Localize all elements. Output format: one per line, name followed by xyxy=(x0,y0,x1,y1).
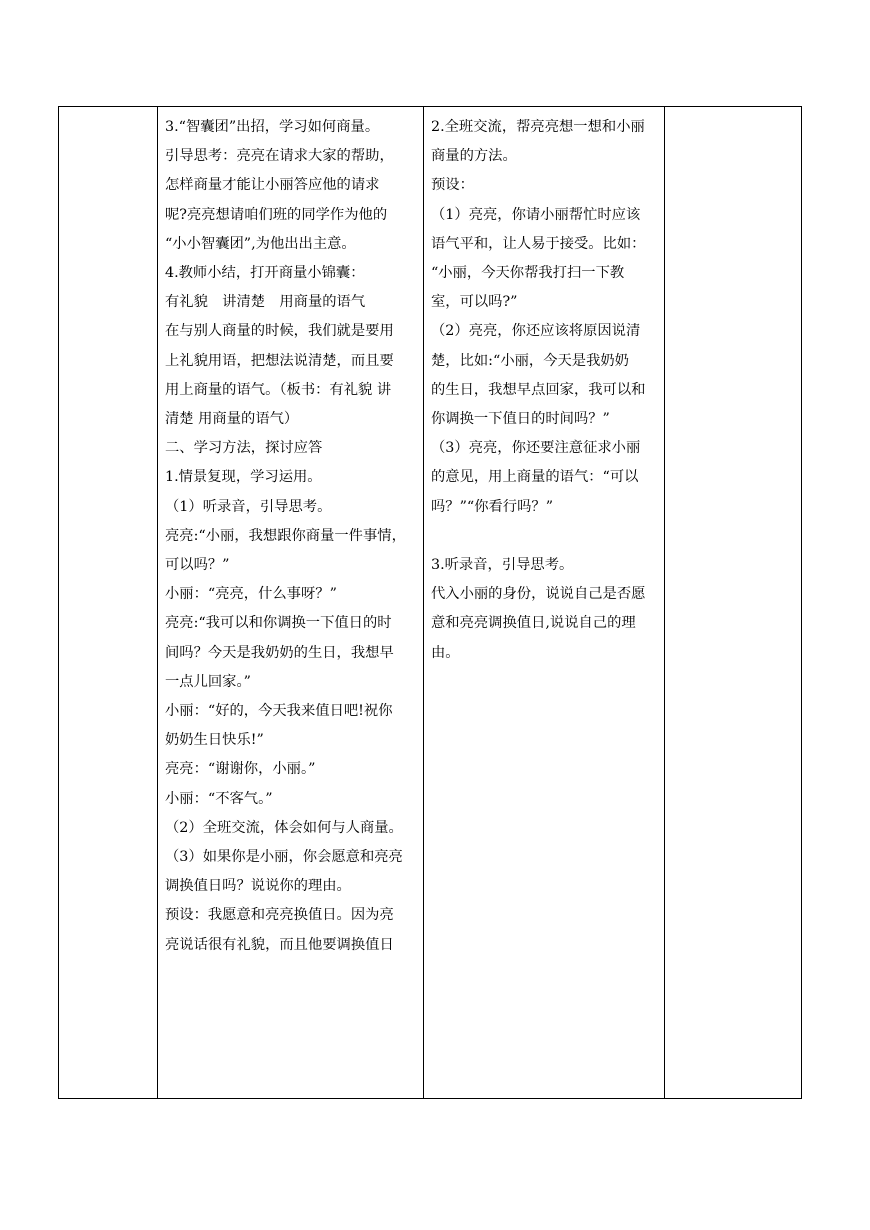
table-cell-teacher-activity xyxy=(158,107,424,1099)
text-line: 亮亮：“谢谢你，小丽。” xyxy=(165,761,316,778)
text-line: 代入小丽的身份，说说自己是否愿 xyxy=(431,586,646,603)
text-line: 间吗？今天是我奶奶的生日，我想早 xyxy=(165,644,394,661)
table-cell-empty-left xyxy=(59,107,158,1099)
table-cell-empty-right xyxy=(665,107,802,1099)
text-line: 小丽：“好的，今天我来值日吧!祝你 xyxy=(165,703,393,720)
text-line: （3）如果你是小丽，你会愿意和亮亮 xyxy=(165,849,403,866)
text-line: 的生日，我想早点回家，我可以和 xyxy=(431,381,646,398)
text-line: 1.情景复现，学习运用。 xyxy=(165,469,322,486)
text-line: 用上商量的语气。（板书：有礼貌 讲 xyxy=(165,381,392,398)
text-line: 亮亮:“我可以和你调换一下值日的时 xyxy=(165,615,392,632)
text-line: 语气平和，让人易于接受。比如： xyxy=(431,235,646,252)
text-line: 亮说话很有礼貌，而且他要调换值日 xyxy=(165,936,394,953)
text-line: 意和亮亮调换值日,说说自己的理 xyxy=(431,615,636,632)
text-line: 4.教师小结，打开商量小锦囊： xyxy=(165,265,365,282)
text-line: 吗？”“你看行吗？” xyxy=(431,498,554,515)
text-line: “小丽，今天你帮我打扫一下教 xyxy=(431,265,625,282)
text-line: 二、学习方法，探讨应答 xyxy=(165,440,323,457)
text-line: 调换值日吗？说说你的理由。 xyxy=(165,878,351,895)
text-line: （2）亮亮，你还应该将原因说清 xyxy=(431,323,641,340)
text-line: 怎样商量才能让小丽答应他的请求 xyxy=(165,177,380,194)
text-line: 呢?亮亮想请咱们班的同学作为他的 xyxy=(165,206,388,223)
text-line: 预设：我愿意和亮亮换值日。因为亮 xyxy=(165,907,394,924)
text-line: 楚，比如:“小丽，今天是我奶奶 xyxy=(431,352,629,369)
text-line: 清楚 用商量的语气） xyxy=(165,411,299,428)
text-line xyxy=(431,522,658,551)
text-line: 2.全班交流，帮亮亮想一想和小丽 xyxy=(431,119,645,135)
cell-content xyxy=(59,107,157,1098)
text-line: （3）亮亮，你还要注意征求小丽 xyxy=(431,440,641,457)
cell-content xyxy=(424,107,664,1098)
text-line: 亮亮:“小丽，我想跟你商量一件事情， xyxy=(165,527,406,544)
text-line: 3.听录音，引导思考。 xyxy=(431,557,574,574)
lesson-plan-table xyxy=(58,106,802,1099)
text-line: 小丽：“亮亮，什么事呀？” xyxy=(165,586,337,603)
text-line: 小丽：“不客气。” xyxy=(165,790,273,807)
text-line: （2）全班交流，体会如何与人商量。 xyxy=(165,819,403,836)
text-line: 商量的方法。 xyxy=(431,148,517,165)
cell-content xyxy=(158,107,423,1098)
text-line: “小小智囊团”,为他出出主意。 xyxy=(165,235,356,252)
text-line: 在与别人商量的时候，我们就是要用 xyxy=(165,323,394,340)
table-row xyxy=(59,107,802,1099)
text-line: 室，可以吗?” xyxy=(431,294,518,311)
text-line: 奶奶生日快乐!” xyxy=(165,732,264,749)
text-line: 你调换一下值日的时间吗？” xyxy=(431,411,610,428)
text-line: （1）听录音，引导思考。 xyxy=(165,498,332,515)
text-line: 3.“智囊团”出招，学习如何商量。 xyxy=(165,119,380,135)
text-line: 预设： xyxy=(431,177,474,194)
text-line: 引导思考：亮亮在请求大家的帮助， xyxy=(165,148,394,165)
text-line: （1）亮亮，你请小丽帮忙时应该 xyxy=(431,206,641,223)
cell-content xyxy=(665,107,801,1098)
text-line: 有礼貌 讲清楚 用商量的语气 xyxy=(165,294,366,311)
text-line: 可以吗？” xyxy=(165,557,230,574)
table-cell-student-activity xyxy=(424,107,665,1099)
text-line: 上礼貌用语，把想法说清楚，而且要 xyxy=(165,352,394,369)
text-line: 由。 xyxy=(431,644,460,661)
text-line: 的意见，用上商量的语气：“可以 xyxy=(431,469,639,486)
text-line: 一点儿回家。” xyxy=(165,673,251,690)
